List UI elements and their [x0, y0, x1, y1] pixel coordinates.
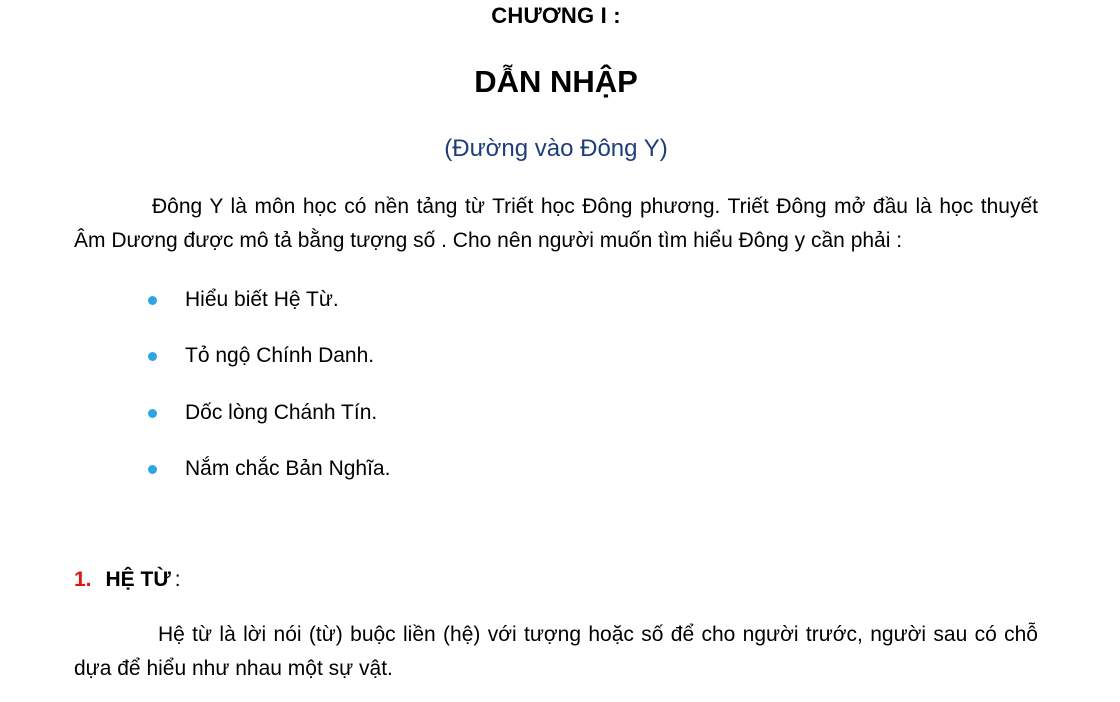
chapter-label: CHƯƠNG I :	[491, 3, 621, 28]
bullet-dot-icon	[148, 296, 157, 305]
list-item	[148, 336, 374, 376]
section-colon: :	[174, 568, 181, 591]
list-item	[148, 393, 377, 433]
section-title: HỆ TỪ	[105, 568, 171, 591]
list-item-text: Nắm chắc Bản Nghĩa.	[185, 457, 391, 480]
section-number: 1.	[74, 568, 92, 591]
list-item	[148, 449, 390, 489]
intro-paragraph: Đông Y là môn học có nền tảng từ Triết học Đông phương. Triết Đông mở đầu là học thuyết Âm Dương được mô tả bằng tượng số . Cho nên người muốn tìm hiểu Đông y cần phải :	[74, 195, 1038, 252]
bullet-dot-icon	[148, 409, 157, 418]
list-item-text: Hiểu biết Hệ Từ.	[185, 288, 339, 311]
list-item-text: Tỏ ngộ Chính Danh.	[185, 344, 375, 367]
list-item	[148, 280, 339, 320]
page-subtitle: (Đường vào Đông Y)	[444, 135, 668, 162]
list-item-text: Dốc lòng Chánh Tín.	[185, 401, 378, 424]
bullet-dot-icon	[148, 352, 157, 361]
section-paragraph: Hệ từ là lời nói (từ) buộc liền (hệ) với tượng hoặc số để cho người trước, người sau có chỗ dựa để hiểu như nhau một sự vật.	[74, 623, 1038, 680]
bullet-dot-icon	[148, 465, 157, 474]
page-title: DẪN NHẬP	[474, 64, 638, 99]
section-heading	[74, 565, 181, 595]
